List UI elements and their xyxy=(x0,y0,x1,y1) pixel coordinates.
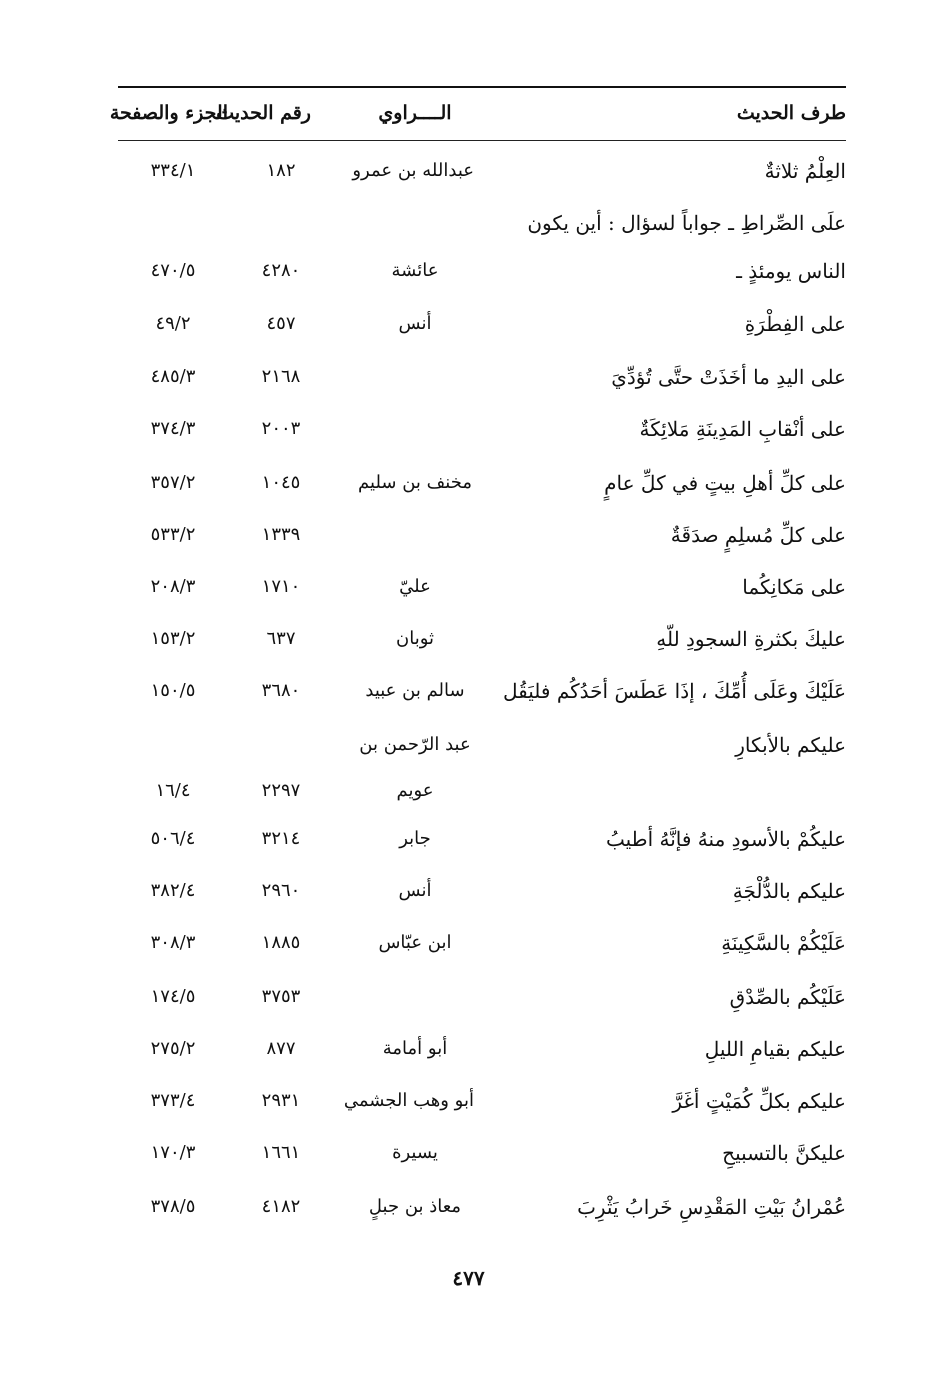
hadith-number-cell: ٣٢١٤ xyxy=(261,828,301,849)
narrator-cell: ابن عبّاس xyxy=(378,932,452,953)
hadith-cell: عليكَ بكثرةِ السجودِ للّهِ xyxy=(656,627,846,651)
volume-page-cell: ١٧٠/٣ xyxy=(150,1142,196,1163)
table-row xyxy=(118,618,846,660)
hadith-number-cell: ١٨٨٥ xyxy=(261,932,301,953)
narrator-cell: عبد الرّحمن بن xyxy=(359,734,471,755)
index-table xyxy=(118,150,846,1230)
hadith-number-cell: ١٧١٠ xyxy=(261,576,301,597)
hadith-number-cell: ٤١٨٢ xyxy=(261,1196,301,1217)
hadith-number-cell: ٦٣٧ xyxy=(266,628,296,649)
header-number: رقم الحديث xyxy=(216,102,311,124)
hadith-cell: عليكم بكلِّ كُمَيْتٍ أغَرَّ xyxy=(672,1089,846,1113)
narrator-cell: عائشة xyxy=(391,260,439,281)
narrator-cell: أنس xyxy=(398,313,432,334)
narrator-cell: أبو وهب الجشمي xyxy=(343,1090,474,1111)
hadith-cell: عَلَيْكُم بالصِّدْقِ xyxy=(729,985,846,1009)
table-row xyxy=(118,670,846,712)
hadith-number-cell: ٤٥٧ xyxy=(266,313,296,334)
volume-page-cell: ٢٠٨/٣ xyxy=(150,576,196,597)
table-row xyxy=(118,356,846,398)
volume-page-cell: ١٦/٤ xyxy=(155,780,191,801)
table-row xyxy=(118,976,846,1018)
hadith-number-cell: ٣٦٨٠ xyxy=(261,680,301,701)
hadith-cell: عليكم بقيامِ الليلِ xyxy=(704,1037,846,1061)
narrator-cell: ثوبان xyxy=(395,628,435,649)
narrator-cell: يسيرة xyxy=(392,1142,438,1163)
table-row xyxy=(118,150,846,192)
volume-page-cell: ٣٣٤/١ xyxy=(150,160,196,181)
volume-page-cell: ٣٠٨/٣ xyxy=(150,932,196,953)
table-row xyxy=(118,303,846,345)
hadith-cell: العِلْمُ ثلاثةٌ xyxy=(764,159,846,183)
volume-page-cell: ٣٧٣/٤ xyxy=(150,1090,196,1111)
volume-page-cell: ١٥٠/٥ xyxy=(150,680,196,701)
header-rule xyxy=(118,140,846,141)
narrator-cell: عليّ xyxy=(399,576,431,597)
table-row xyxy=(118,408,846,450)
hadith-cell: على كلِّ مُسلِمٍ صدَقَةٌ xyxy=(670,523,846,547)
table-row xyxy=(118,818,846,860)
table-row xyxy=(118,922,846,964)
volume-page-cell: ١٥٣/٢ xyxy=(150,628,196,649)
table-header xyxy=(109,102,846,136)
hadith-number-cell: ٢٩٣١ xyxy=(261,1090,301,1111)
hadith-cell: عَلَيْكَ وعَلَى أُمِّكَ ، إذَا عَطَسَ أحَدُكُم فليَقُل xyxy=(503,679,846,703)
table-row xyxy=(118,1186,846,1228)
volume-page-cell: ٢٧٥/٢ xyxy=(150,1038,196,1059)
volume-page-cell: ٤٧٠/٥ xyxy=(150,260,196,281)
hadith-number-cell: ١٨٢ xyxy=(266,160,296,181)
table-row xyxy=(118,250,846,292)
hadith-cell: عَلَيْكُمْ بالسَّكِينَةِ xyxy=(721,931,846,955)
narrator-cell: عبدالله بن عمرو xyxy=(352,160,474,181)
table-row xyxy=(118,870,846,912)
hadith-number-cell: ١٠٤٥ xyxy=(261,472,301,493)
top-rule xyxy=(118,86,846,88)
hadith-number-cell: ١٣٣٩ xyxy=(261,524,301,545)
narrator-cell: جابر xyxy=(399,828,431,849)
hadith-number-cell: ٢٠٠٣ xyxy=(261,418,301,439)
hadith-cell: على اليدِ ما أخَذَتْ حتَّى تُؤدِّيَ xyxy=(611,365,846,389)
hadith-number-cell: ٣٧٥٣ xyxy=(261,986,301,1007)
hadith-cell: على كلِّ أهلِ بيتٍ في كلِّ عامٍ xyxy=(604,471,846,495)
volume-page-cell: ٥٠٦/٤ xyxy=(150,828,196,849)
hadith-number-cell: ٢٢٩٧ xyxy=(261,780,301,801)
table-row xyxy=(118,770,846,812)
table-row xyxy=(118,514,846,556)
hadith-number-cell: ٤٢٨٠ xyxy=(261,260,301,281)
hadith-cell: عليكم بالدُّلْجَةِ xyxy=(732,879,846,903)
hadith-number-cell: ٢٩٦٠ xyxy=(261,880,301,901)
narrator-cell: عويم xyxy=(396,780,434,801)
hadith-number-cell: ١٦٦١ xyxy=(261,1142,301,1163)
volume-page-cell: ٤٨٥/٣ xyxy=(150,366,196,387)
volume-page-cell: ٤٩/٢ xyxy=(155,313,191,334)
table-row xyxy=(118,462,846,504)
header-narrator: الــــراوي xyxy=(378,102,452,124)
volume-page-cell: ٥٣٣/٢ xyxy=(150,524,196,545)
narrator-cell: معاذ بن جبلٍ xyxy=(368,1196,462,1217)
hadith-cell: على الفِطْرَةِ xyxy=(744,312,846,336)
hadith-cell: على أنْقابِ المَدِينَةِ مَلائِكَةٌ xyxy=(639,417,846,441)
hadith-cell: عليكم بالأبكارِ xyxy=(735,733,846,757)
narrator-cell: أبو أمامة xyxy=(382,1038,448,1059)
narrator-cell: سالم بن عبيد xyxy=(365,680,465,701)
header-volume-page: الجزء والصفحة xyxy=(109,102,228,124)
table-row xyxy=(118,566,846,608)
volume-page-cell: ٣٥٧/٢ xyxy=(150,472,196,493)
page-number: ٤٧٧ xyxy=(452,1266,485,1290)
hadith-cell: الناس يومئذٍ ـ xyxy=(736,259,846,283)
volume-page-cell: ٣٧٨/٥ xyxy=(150,1196,196,1217)
hadith-cell: علَى الصِّراطِ ـ جواباً لسؤال : أين يكون xyxy=(527,211,846,235)
table-row xyxy=(118,1080,846,1122)
volume-page-cell: ٣٧٤/٣ xyxy=(150,418,196,439)
narrator-cell: أنس xyxy=(398,880,432,901)
hadith-number-cell: ٢١٦٨ xyxy=(261,366,301,387)
volume-page-cell: ٣٨٢/٤ xyxy=(150,880,196,901)
table-row xyxy=(118,1132,846,1174)
table-row xyxy=(118,724,846,766)
hadith-cell: عليكُمْ بالأسودِ منهُ فإنَّهُ أطيبُ xyxy=(606,827,846,851)
hadith-cell: على مَكانِكُما xyxy=(742,575,846,599)
narrator-cell: مخنف بن سليم xyxy=(358,472,472,493)
header-hadith: طرف الحديث xyxy=(736,102,846,124)
table-row xyxy=(118,1028,846,1070)
table-row xyxy=(118,202,846,244)
volume-page-cell: ١٧٤/٥ xyxy=(150,986,196,1007)
hadith-number-cell: ٨٧٧ xyxy=(266,1038,296,1059)
hadith-cell: عليكنَّ بالتسبيحِ xyxy=(722,1141,846,1165)
hadith-cell: عُمْرانُ بَيْتِ المَقْدِسِ خَرابُ يَثْرِبَ xyxy=(577,1195,846,1219)
